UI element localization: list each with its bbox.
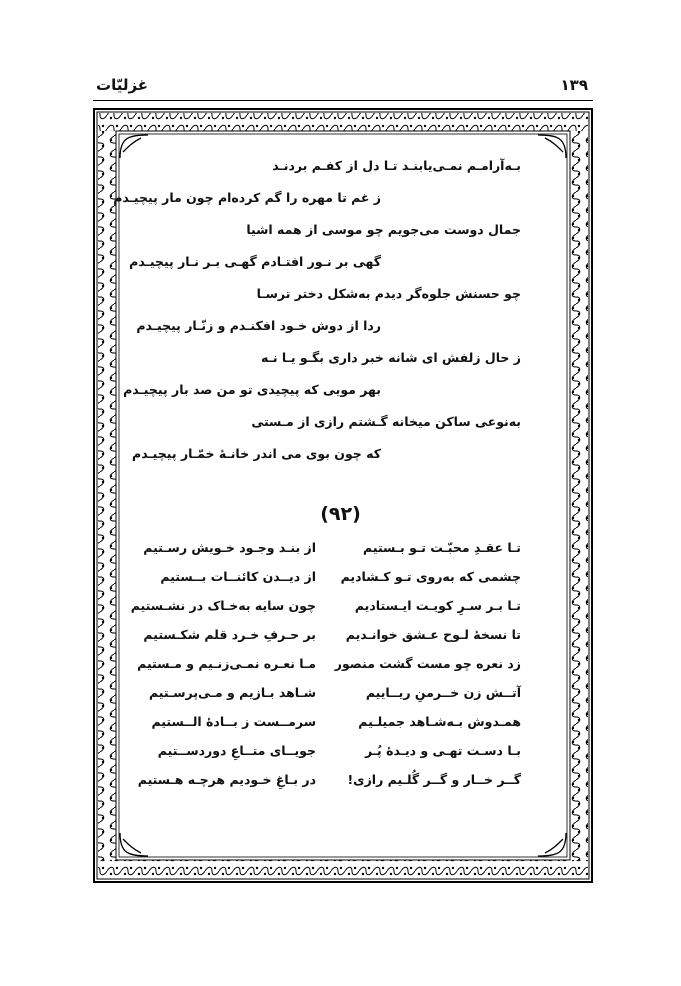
verse-line: ز حال زلفش ای شانه خبر داری بگـو یـا نـه xyxy=(261,350,521,365)
verse-line: بـه‌آرامـم نمـی‌یابنـد تـا دل از کفـم بردنـد xyxy=(272,158,521,173)
hemistich-left: در بـاغِ خـودیم هرچـه هـستیم xyxy=(137,772,316,787)
hemistich-right: همـدوش بـه‌شـاهد جمیلـیم xyxy=(358,714,521,729)
hemistich-right: بـا دسـت تهـی و دیـدهٔ پُـر xyxy=(365,743,521,758)
verse-line: گهی بر نـور افتـادم گهـی بـر نـار پیچیـدم xyxy=(129,254,381,269)
ghazal-number: (٩٢) xyxy=(320,503,361,525)
verse-line: ز غم تا مهره را گم کرده‌ام چون مار پیچیـدم xyxy=(113,190,381,205)
hemistich-left: از بنـد وجـود خـویش رسـتیم xyxy=(143,540,316,555)
hemistich-right: تـا بـر سـرِ کویـت ایـستادیم xyxy=(354,598,521,613)
hemistich-right: تـا عقـدِ محبّـت تـو بـستیم xyxy=(363,540,521,555)
hemistich-left: جویــای متــاعِ دوردســتیم xyxy=(157,743,316,758)
page-number: ١٣٩ xyxy=(560,76,588,94)
hemistich-left: سرمــست ز بــادهٔ الــستیم xyxy=(151,714,316,729)
verse-line: که چون بوی می اندر خانـهٔ خمّـار پیچیـدم xyxy=(132,446,381,461)
hemistich-right: چشمی که به‌روی تـو کـشادیم xyxy=(340,569,521,584)
verse-line: جمال دوست می‌جویم چو موسی از همه اشیا xyxy=(246,222,521,237)
hemistich-right: تا نسخهٔ لـوح عـشق خوانـدیم xyxy=(345,627,521,642)
hemistich-left: مـا نعـره نمـی‌زنـیم و مـستیم xyxy=(137,656,316,671)
hemistich-left: چون سایه به‌خـاک در نشـستیم xyxy=(130,598,316,613)
hemistich-left: شـاهد بـازیم و مـی‌پرسـتیم xyxy=(148,685,316,700)
verse-line: به‌نوعی ساکن میخانه گـشتم رازی از مـستی xyxy=(251,414,521,429)
verse-line: چو حسنش جلوه‌گر دیدم به‌شکل دختر ترسـا xyxy=(256,286,521,301)
section-title: غزلیّات xyxy=(96,76,149,94)
verse-line: بهر مویی که پیچیدی تو من صد بار پیچیـدم xyxy=(123,382,381,397)
hemistich-left: از دیــدن کائنــات بــستیم xyxy=(160,569,316,584)
hemistich-left: بر حـرفِ خـرد قلم شکـستیم xyxy=(143,627,316,642)
hemistich-right: زد نعره چو مست گشت منصور xyxy=(334,656,521,671)
verse-line: ردا از دوش خـود افکنـدم و زنّـار پیچیـدم xyxy=(136,318,381,333)
hemistich-right: آتــش زن خــرمنِ ریــاییم xyxy=(365,685,521,700)
hemistich-right: گــر خــار و گــر گُلـیم رازی! xyxy=(347,772,521,787)
